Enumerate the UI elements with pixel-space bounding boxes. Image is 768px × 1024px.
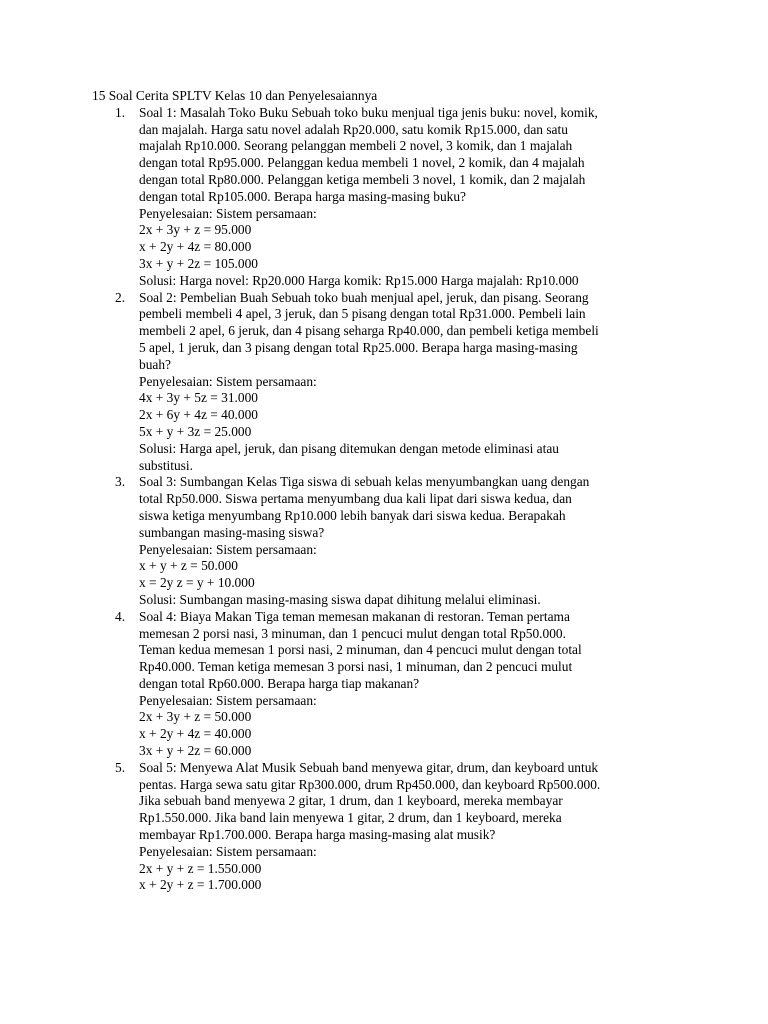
soal-text-line: x + 2y + z = 1.700.000 bbox=[139, 877, 262, 893]
soal-text-line: buah? bbox=[139, 356, 171, 372]
soal-text-line: pembeli membeli 4 apel, 3 jeruk, dan 5 pisang dengan total Rp31.000. Pembeli lain bbox=[139, 306, 586, 322]
soal-number: 2. bbox=[115, 289, 126, 305]
soal-text-line: Soal 4: Biaya Makan Tiga teman memesan makanan di restoran. Teman pertama bbox=[139, 608, 570, 624]
soal-text-line: sumbangan masing-masing siswa? bbox=[139, 524, 325, 540]
soal-text-line: x + 2y + 4z = 80.000 bbox=[139, 239, 252, 255]
soal-text-line: memesan 2 porsi nasi, 3 minuman, dan 1 pencuci mulut dengan total Rp50.000. bbox=[139, 625, 566, 641]
soal-text-line: Rp40.000. Teman ketiga memesan 3 porsi nasi, 1 minuman, dan 2 pencuci mulut bbox=[139, 659, 573, 675]
soal-item-2 bbox=[92, 290, 682, 475]
soal-text-line: dengan total Rp95.000. Pelanggan kedua membeli 1 novel, 2 komik, dan 4 majalah bbox=[139, 155, 585, 171]
soal-number: 3. bbox=[115, 474, 126, 490]
soal-text-line: Rp1.550.000. Jika band lain menyewa 1 gitar, 2 drum, dan 1 keyboard, mereka bbox=[139, 810, 562, 826]
soal-text-line: 3x + y + 2z = 105.000 bbox=[139, 255, 258, 271]
soal-text-line: x = 2y z = y + 10.000 bbox=[139, 575, 255, 591]
soal-text-line: 2x + y + z = 1.550.000 bbox=[139, 860, 262, 876]
soal-number: 5. bbox=[115, 759, 126, 775]
soal-text-line: Penyelesaian: Sistem persamaan: bbox=[139, 843, 317, 859]
soal-text-line: x + y + z = 50.000 bbox=[139, 558, 238, 574]
document-title: 15 Soal Cerita SPLTV Kelas 10 dan Penyelesaiannya bbox=[92, 88, 378, 103]
soal-text-line: Teman kedua memesan 1 porsi nasi, 2 minuman, dan 4 pencuci mulut dengan total bbox=[139, 642, 582, 658]
soal-text-line: 4x + 3y + 5z = 31.000 bbox=[139, 390, 258, 406]
soal-text-line: dan majalah. Harga satu novel adalah Rp20.000, satu komik Rp15.000, dan satu bbox=[139, 121, 568, 137]
soal-text-line: dengan total Rp60.000. Berapa harga tiap makanan? bbox=[139, 675, 420, 691]
soal-list bbox=[92, 105, 682, 894]
soal-text-line: 5 apel, 1 jeruk, dan 3 pisang dengan total Rp25.000. Berapa harga masing-masing bbox=[139, 339, 578, 355]
soal-number: 1. bbox=[115, 104, 126, 120]
soal-text-line: Solusi: Harga novel: Rp20.000 Harga komik: Rp15.000 Harga majalah: Rp10.000 bbox=[139, 272, 579, 288]
soal-text-line: Jika sebuah band menyewa 2 gitar, 1 drum, dan 1 keyboard, mereka membayar bbox=[139, 793, 563, 809]
soal-text-line: Penyelesaian: Sistem persamaan: bbox=[139, 373, 317, 389]
soal-item-3 bbox=[92, 474, 682, 608]
soal-text-line: Soal 2: Pembelian Buah Sebuah toko buah menjual apel, jeruk, dan pisang. Seorang bbox=[139, 289, 589, 305]
soal-text-line: 2x + 3y + z = 50.000 bbox=[139, 709, 252, 725]
soal-text-line: total Rp50.000. Siswa pertama menyumbang dua kali lipat dari siswa kedua, dan bbox=[139, 491, 572, 507]
soal-number: 4. bbox=[115, 608, 126, 624]
soal-text-line: 5x + y + 3z = 25.000 bbox=[139, 423, 252, 439]
soal-text-line: 2x + 3y + z = 95.000 bbox=[139, 222, 252, 238]
soal-item-1 bbox=[92, 105, 682, 290]
soal-text-line: pentas. Harga sewa satu gitar Rp300.000, drum Rp450.000, dan keyboard Rp500.000. bbox=[139, 776, 601, 792]
soal-text-line: Penyelesaian: Sistem persamaan: bbox=[139, 692, 317, 708]
soal-item-4 bbox=[92, 609, 682, 760]
soal-text-line: dengan total Rp105.000. Berapa harga masing-masing buku? bbox=[139, 188, 467, 204]
soal-text-line: Penyelesaian: Sistem persamaan: bbox=[139, 541, 317, 557]
soal-text-line: membeli 2 apel, 6 jeruk, dan 4 pisang seharga Rp40.000, dan pembeli ketiga membeli bbox=[139, 323, 599, 339]
document-page bbox=[92, 88, 682, 894]
soal-text-line: 3x + y + 2z = 60.000 bbox=[139, 743, 252, 759]
soal-text-line: Solusi: Harga apel, jeruk, dan pisang ditemukan dengan metode eliminasi atau bbox=[139, 440, 559, 456]
soal-text-line: siswa ketiga menyumbang Rp10.000 lebih banyak dari siswa kedua. Berapakah bbox=[139, 507, 566, 523]
soal-text-line: Soal 1: Masalah Toko Buku Sebuah toko buku menjual tiga jenis buku: novel, komik, bbox=[139, 104, 598, 120]
soal-text-line: dengan total Rp80.000. Pelanggan ketiga membeli 3 novel, 1 komik, dan 2 majalah bbox=[139, 171, 586, 187]
soal-text-line: majalah Rp10.000. Seorang pelanggan membeli 2 novel, 3 komik, dan 1 majalah bbox=[139, 138, 573, 154]
soal-text-line: x + 2y + 4z = 40.000 bbox=[139, 726, 252, 742]
soal-item-5 bbox=[92, 760, 682, 894]
soal-text-line: 2x + 6y + 4z = 40.000 bbox=[139, 407, 258, 423]
soal-text-line: Solusi: Sumbangan masing-masing siswa dapat dihitung melalui eliminasi. bbox=[139, 591, 541, 607]
soal-text-line: membayar Rp1.700.000. Berapa harga masing-masing alat musik? bbox=[139, 827, 496, 843]
soal-text-line: Soal 3: Sumbangan Kelas Tiga siswa di sebuah kelas menyumbangkan uang dengan bbox=[139, 474, 590, 490]
soal-text-line: Soal 5: Menyewa Alat Musik Sebuah band menyewa gitar, drum, dan keyboard untuk bbox=[139, 759, 599, 775]
soal-text-line: substitusi. bbox=[139, 457, 193, 473]
soal-text-line: Penyelesaian: Sistem persamaan: bbox=[139, 205, 317, 221]
